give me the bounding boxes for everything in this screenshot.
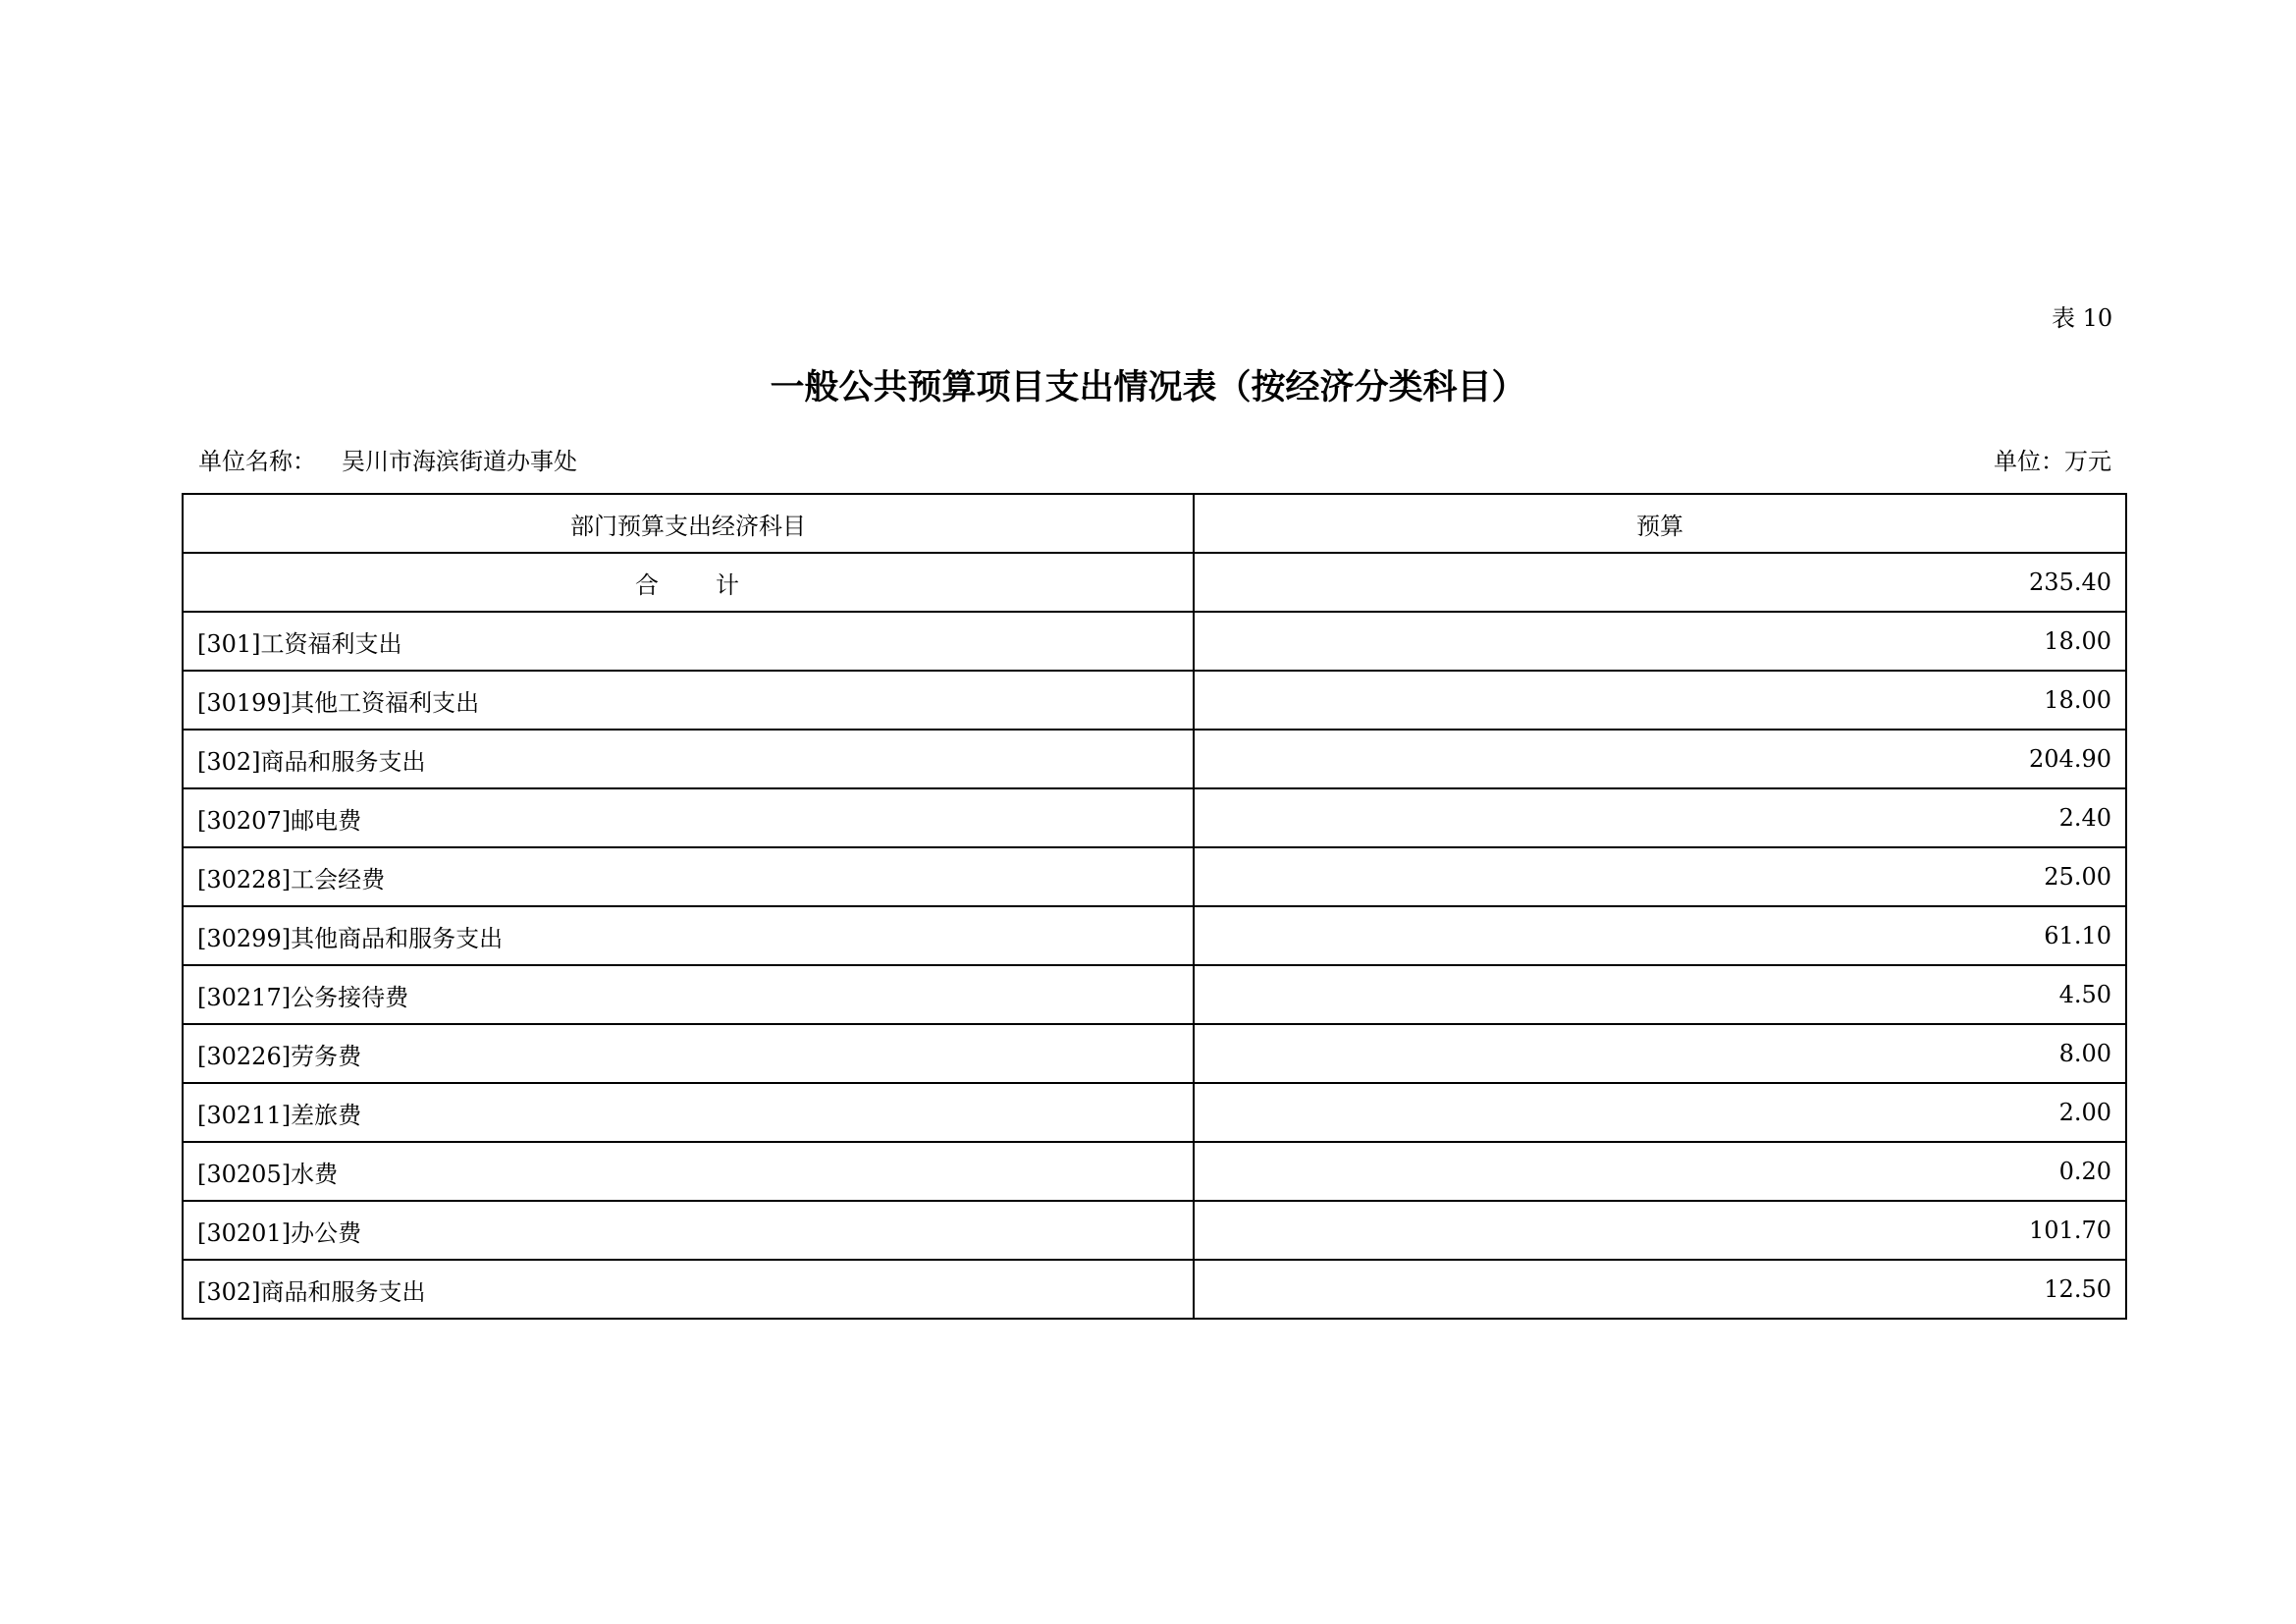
table-row — [183, 1142, 2126, 1201]
table-row — [183, 906, 2126, 965]
row-item: [301]工资福利支出 — [183, 612, 1194, 671]
total-row — [183, 553, 2126, 612]
row-item: [30299]其他商品和服务支出 — [183, 906, 1194, 965]
table-row — [183, 730, 2126, 788]
row-item: [302]商品和服务支出 — [183, 730, 1194, 788]
currency-unit: 单位：万元 — [1994, 448, 2111, 475]
table-row — [183, 1024, 2126, 1083]
total-label-char-1: 合 — [635, 570, 661, 599]
row-item: [302]商品和服务支出 — [183, 1260, 1194, 1319]
table-row — [183, 1201, 2126, 1260]
row-amount: 2.00 — [1194, 1083, 2126, 1142]
row-item: [30207]邮电费 — [183, 788, 1194, 847]
page-title: 一般公共预算项目支出情况表（按经济分类科目） — [770, 367, 1526, 407]
table-header-row — [183, 494, 2126, 553]
column-header-item: 部门预算支出经济科目 — [183, 494, 1194, 553]
row-amount: 25.00 — [1194, 847, 2126, 906]
table-row — [183, 1083, 2126, 1142]
budget-table — [182, 493, 2127, 1320]
row-item: [30226]劳务费 — [183, 1024, 1194, 1083]
row-amount: 2.40 — [1194, 788, 2126, 847]
row-amount: 12.50 — [1194, 1260, 2126, 1319]
row-amount: 204.90 — [1194, 730, 2126, 788]
table-row — [183, 847, 2126, 906]
column-header-budget: 预算 — [1194, 494, 2126, 553]
total-amount: 235.40 — [1194, 553, 2126, 612]
unit-name-value: 吴川市海滨街道办事处 — [342, 448, 577, 475]
table-row — [183, 788, 2126, 847]
table-row — [183, 965, 2126, 1024]
unit-name-label: 单位名称： — [198, 448, 316, 475]
total-label — [183, 553, 1194, 612]
table-row — [183, 1260, 2126, 1319]
row-item: [30217]公务接待费 — [183, 965, 1194, 1024]
row-item: [30205]水费 — [183, 1142, 1194, 1201]
unit-name-block — [198, 444, 577, 479]
table-row — [183, 612, 2126, 671]
row-amount: 8.00 — [1194, 1024, 2126, 1083]
row-amount: 61.10 — [1194, 906, 2126, 965]
table-row — [183, 671, 2126, 730]
table-meta-row — [198, 444, 2111, 479]
table-number: 表 10 — [2052, 304, 2113, 332]
row-item: [30211]差旅费 — [183, 1083, 1194, 1142]
row-amount: 18.00 — [1194, 612, 2126, 671]
row-item: [30201]办公费 — [183, 1201, 1194, 1260]
row-amount: 4.50 — [1194, 965, 2126, 1024]
row-amount: 18.00 — [1194, 671, 2126, 730]
row-item: [30228]工会经费 — [183, 847, 1194, 906]
total-label-char-2: 计 — [716, 570, 741, 599]
row-item: [30199]其他工资福利支出 — [183, 671, 1194, 730]
row-amount: 101.70 — [1194, 1201, 2126, 1260]
row-amount: 0.20 — [1194, 1142, 2126, 1201]
